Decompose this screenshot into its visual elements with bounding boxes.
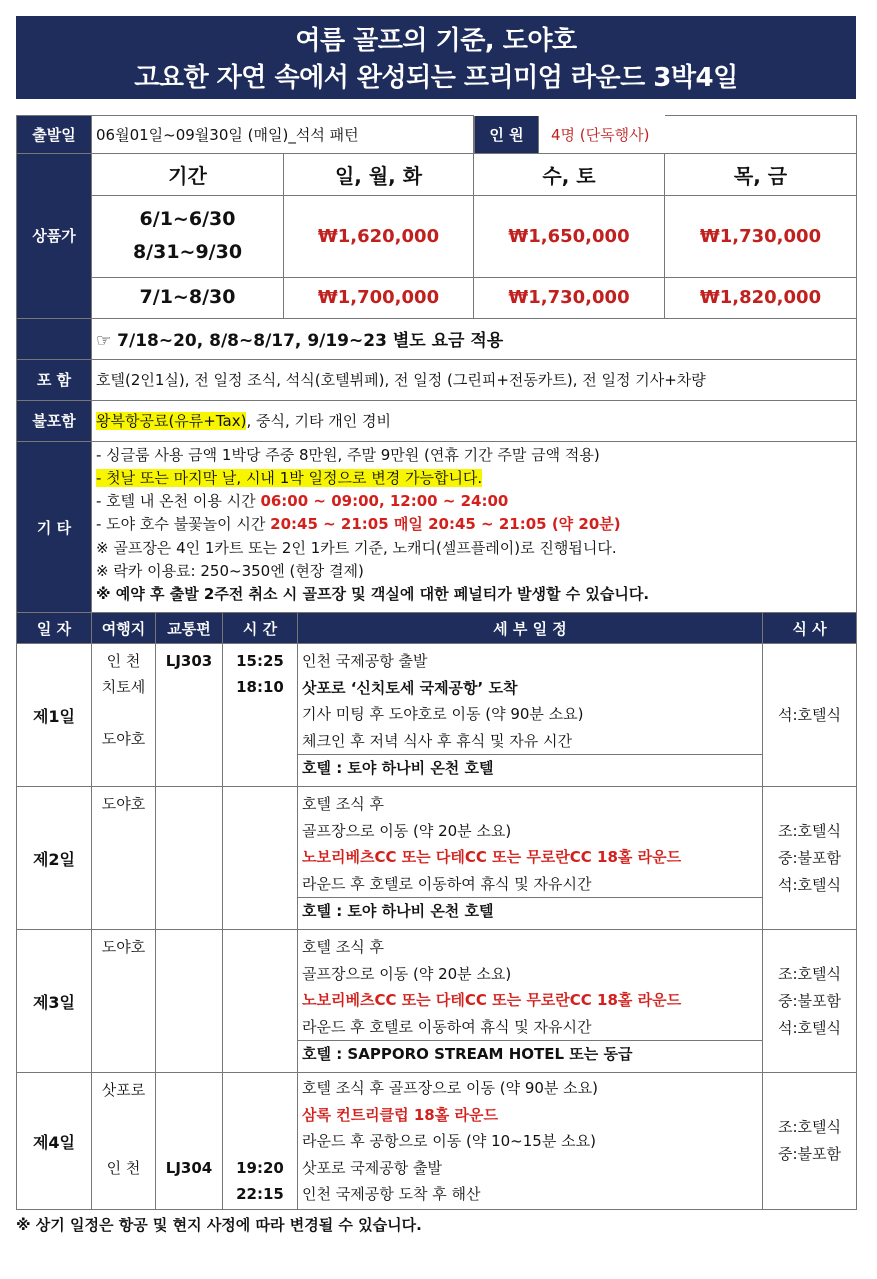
- price-cell: ₩1,820,000: [665, 277, 857, 318]
- detail-line: 라운드 후 호텔로 이동하여 휴식 및 자유시간: [302, 1017, 592, 1036]
- day-label: 제2일: [17, 787, 92, 930]
- sched-header-flight: 교통편: [156, 613, 223, 644]
- etc-label: 기 타: [17, 441, 92, 613]
- price-cell: ₩1,730,000: [665, 195, 857, 277]
- etc-red-text: 20:45 ~ 21:05 매일 20:45 ~ 21:05 (약 20분): [270, 515, 621, 534]
- time-arrive: 18:10: [236, 678, 284, 696]
- day1-detail: [298, 644, 763, 787]
- detail-line: 라운드 후 공항으로 이동 (약 10~15분 소요): [302, 1132, 596, 1150]
- price-cell: ₩1,730,000: [474, 277, 665, 318]
- day1-cities: [92, 644, 156, 787]
- city-name: 도야호: [101, 730, 146, 748]
- etc-text: - 도야 호수 불꽃놀이 시간: [96, 515, 271, 534]
- exclude-highlight: 왕복항공료(유류+Tax): [96, 412, 247, 430]
- flight-number: LJ304: [165, 1159, 213, 1177]
- etc-notes: [92, 441, 857, 613]
- city-name: 삿포로: [101, 1081, 146, 1099]
- meal-line: 중:불포함: [777, 848, 841, 867]
- banner-title-line1: 여름 골프의 기준, 도야호: [295, 26, 577, 56]
- day-label: 제1일: [17, 644, 92, 787]
- depart-value: 06월01일~09월30일 (매일)_석석 패턴: [92, 116, 474, 154]
- day4-detail: [298, 1073, 763, 1210]
- price-header-thu-fri: 목, 금: [665, 153, 857, 195]
- detail-line: 호텔 조식 후: [302, 795, 384, 813]
- etc-line: [92, 513, 856, 536]
- meal-line: 석:호텔식: [777, 1018, 841, 1037]
- period-row1: [92, 195, 284, 277]
- flight-number: LJ303: [165, 652, 213, 670]
- etc-line: [92, 467, 856, 490]
- detail-line: 골프장으로 이동 (약 20분 소요): [302, 821, 512, 840]
- depart-label: 출발일: [17, 116, 92, 154]
- hotel-line: 호텔 : 토야 하나비 온천 호텔: [298, 897, 762, 925]
- meal-line: 중:불포함: [777, 991, 841, 1010]
- meal-line: 조:호텔식: [777, 1118, 841, 1136]
- detail-line: 삿포로 국제공항 출발: [302, 1158, 442, 1177]
- time-depart: 15:25: [236, 652, 284, 670]
- exclude-rest: , 중식, 기타 개인 경비: [246, 412, 391, 430]
- hotel-line: 호텔 : SAPPORO STREAM HOTEL 또는 동급: [298, 1040, 762, 1068]
- meal-line: 석:호텔식: [777, 705, 841, 724]
- sched-header-city: 여행지: [92, 613, 156, 644]
- sched-header-day: 일 자: [17, 613, 92, 644]
- sched-header-detail: 세 부 일 정: [298, 613, 763, 644]
- surcharge-note: ☞ 7/18~20, 8/8~8/17, 9/19~23 별도 요금 적용: [92, 318, 857, 359]
- include-value: 호텔(2인1실), 전 일정 조식, 석식(호텔뷔페), 전 일정 (그린피+전동카트), 전 일정 기사+차량: [92, 359, 857, 400]
- etc-line: - 싱글룸 사용 금액 1박당 주중 8만원, 주말 9만원 (연휴 기간 주말 금액 적용): [96, 445, 600, 464]
- city-name: 도야호: [101, 795, 146, 813]
- detail-line: 골프장으로 이동 (약 20분 소요): [302, 964, 512, 983]
- detail-line: 체크인 후 저녁 식사 후 휴식 및 자유 시간: [302, 731, 572, 750]
- price-header-period: 기간: [92, 153, 284, 195]
- etc-line: ※ 예약 후 출발 2주전 취소 시 골프장 및 객실에 대한 페널티가 발생할 수 있습니다.: [96, 585, 650, 604]
- exclude-value: [92, 400, 857, 441]
- sched-header-meal: 식 사: [763, 613, 857, 644]
- period-row1-line2: 8/31~9/30: [132, 241, 243, 263]
- detail-line: 호텔 조식 후 골프장으로 이동 (약 90분 소요): [302, 1079, 599, 1097]
- people-value: 4명 (단독행사): [551, 125, 650, 144]
- detail-line: 인천 국제공항 출발: [302, 652, 428, 670]
- day-label: 제4일: [17, 1073, 92, 1210]
- period-row2: 7/1~8/30: [92, 277, 284, 318]
- price-cell: ₩1,620,000: [284, 195, 474, 277]
- etc-red-text: 06:00 ~ 09:00, 12:00 ~ 24:00: [260, 492, 509, 511]
- hotel-line: 호텔 : 토야 하나비 온천 호텔: [298, 754, 762, 782]
- detail-line: 노보리베츠CC 또는 다테CC 또는 무로란CC 18홀 라운드: [302, 848, 682, 866]
- detail-line: 노보리베츠CC 또는 다테CC 또는 무로란CC 18홀 라운드: [302, 991, 682, 1009]
- meal-line: 조:호텔식: [777, 821, 841, 840]
- period-row1-line1: 6/1~6/30: [139, 208, 236, 230]
- people-label: 인 원: [475, 116, 539, 153]
- etc-line: ※ 골프장은 4인 1카트 또는 2인 1카트 기준, 노캐디(셀프플레이)로 진행됩니다.: [96, 538, 617, 557]
- city-name: 인 천: [106, 652, 141, 670]
- city-name: 인 천: [106, 1159, 141, 1177]
- detail-line: 인천 국제공항 도착 후 해산: [302, 1185, 481, 1203]
- price-cell: ₩1,650,000: [474, 195, 665, 277]
- schedule-table: [16, 612, 857, 1210]
- price-header-sun-tue: 일, 월, 화: [284, 153, 474, 195]
- detail-line: 호텔 조식 후: [302, 938, 384, 956]
- detail-line: 삿포로 ‘신치토세 국제공항’ 도착: [302, 678, 518, 697]
- exclude-label: 불포함: [17, 400, 92, 441]
- footnote: ※ 상기 일정은 항공 및 현지 사정에 따라 변경될 수 있습니다.: [16, 1216, 422, 1234]
- etc-line: [92, 490, 856, 513]
- meal-line: 조:호텔식: [777, 964, 841, 983]
- day3-detail: [298, 930, 763, 1073]
- detail-line: 기사 미팅 후 도야호로 이동 (약 90분 소요): [302, 705, 584, 723]
- sched-header-time: 시 간: [223, 613, 298, 644]
- detail-line: 라운드 후 호텔로 이동하여 휴식 및 자유시간: [302, 874, 592, 893]
- title-banner: [16, 16, 856, 99]
- etc-text: - 호텔 내 온천 이용 시간: [96, 492, 261, 511]
- city-name: 치토세: [101, 678, 146, 696]
- time-depart: 19:20: [236, 1159, 284, 1177]
- include-label: 포 함: [17, 359, 92, 400]
- meal-line: 중:불포함: [777, 1145, 841, 1163]
- price-cell: ₩1,700,000: [284, 277, 474, 318]
- day2-detail: [298, 787, 763, 930]
- meal-line: 석:호텔식: [777, 875, 841, 894]
- banner-title-line2: 고요한 자연 속에서 완성되는 프리미엄 라운드 3박4일: [134, 63, 738, 93]
- detail-line: 삼록 컨트리클럽 18홀 라운드: [302, 1105, 498, 1124]
- day-label: 제3일: [17, 930, 92, 1073]
- time-arrive: 22:15: [236, 1185, 284, 1203]
- price-label: 상품가: [17, 153, 92, 318]
- city-name: 도야호: [101, 938, 146, 956]
- price-header-wed-sat: 수, 토: [474, 153, 665, 195]
- etc-highlight: - 첫날 또는 마지막 날, 시내 1박 일정으로 변경 가능합니다.: [96, 468, 483, 487]
- etc-line: ※ 락카 이용료: 250~350엔 (현장 결제): [96, 561, 364, 580]
- info-table: [16, 115, 857, 614]
